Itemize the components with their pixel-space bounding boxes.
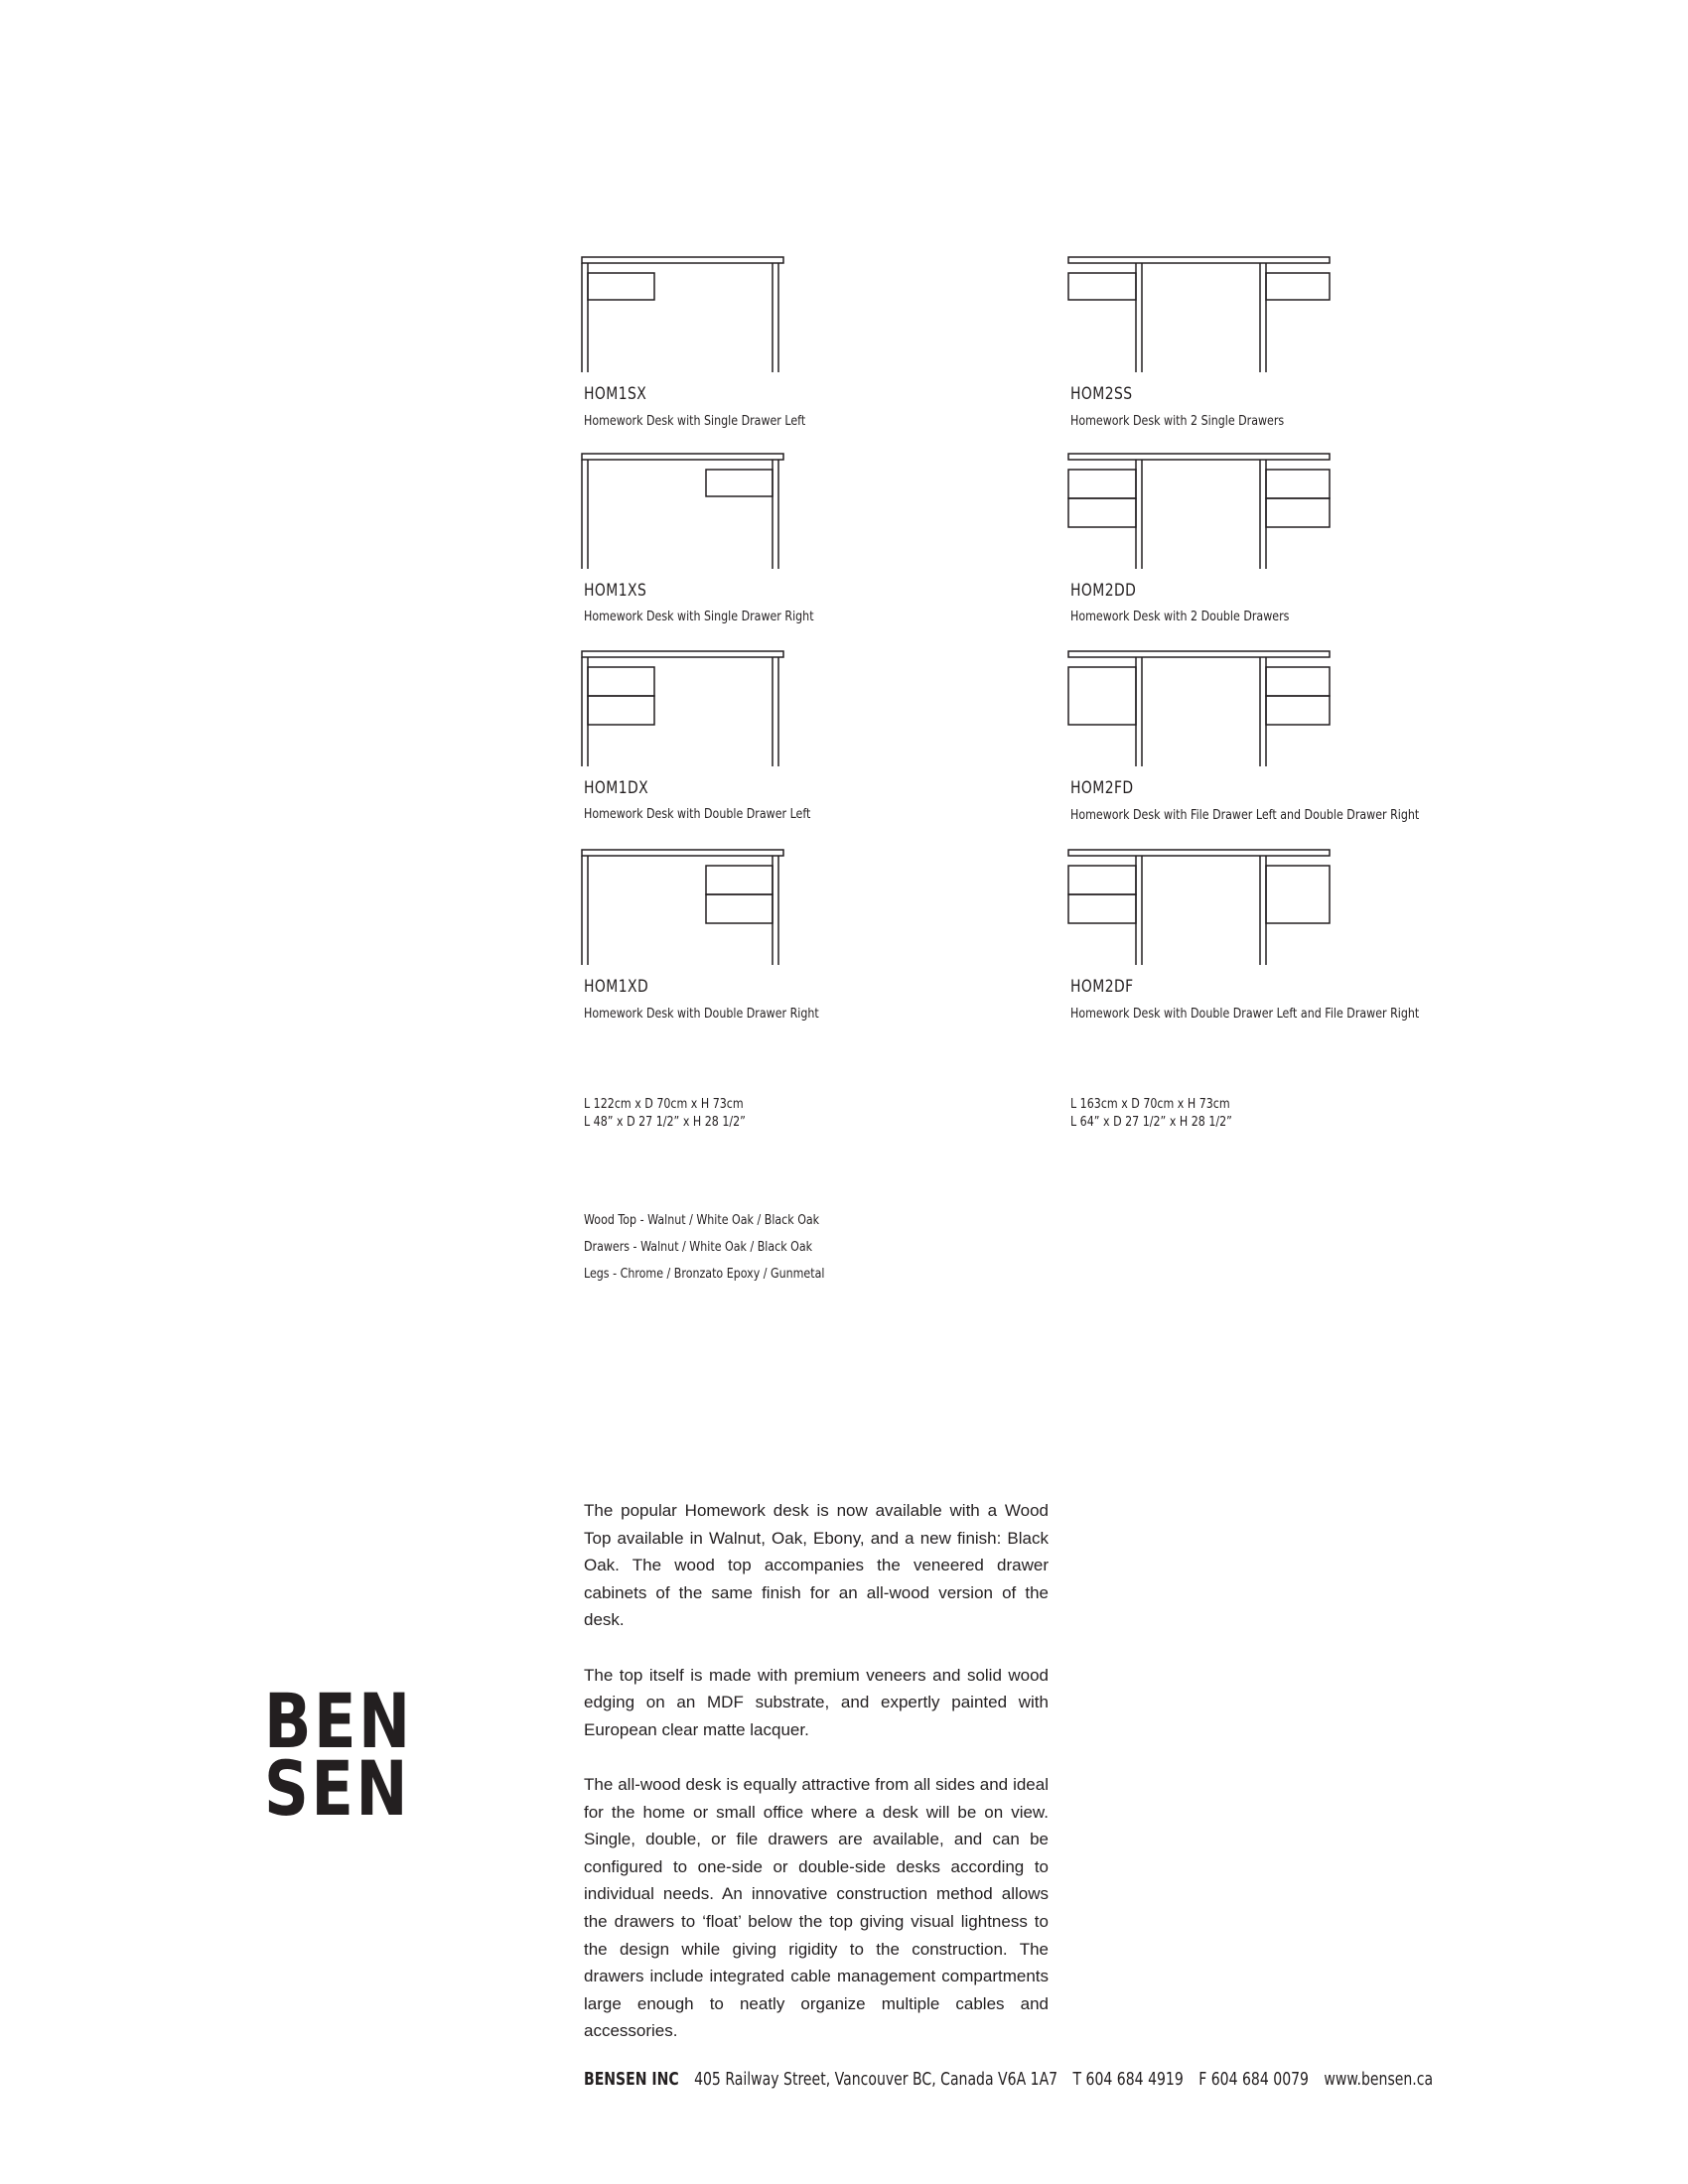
model-description: Homework Desk with 2 Double Drawers — [1070, 609, 1290, 624]
footer-company: BENSEN INC — [584, 2069, 679, 2090]
drawing-hom1xd — [581, 849, 789, 968]
dimensions-double — [1070, 1095, 1232, 1131]
drawing-hom1dx — [581, 650, 789, 769]
model-description: Homework Desk with Double Drawer Left and File Drawer Right — [1070, 1006, 1420, 1022]
product-description — [584, 1497, 1049, 2072]
dimensions-imperial: L 64” x D 27 1/2” x H 28 1/2” — [1070, 1114, 1232, 1130]
model-code: HOM1SX — [584, 384, 647, 404]
model-code: HOM1DX — [584, 778, 649, 798]
model-description: Homework Desk with Single Drawer Left — [584, 413, 806, 429]
finish-wood-top: Wood Top - Walnut / White Oak / Black Oak — [584, 1212, 820, 1228]
model-code: HOM2DF — [1070, 977, 1134, 997]
drawing-hom2fd — [1067, 650, 1336, 769]
drawing-hom2dd — [1067, 453, 1336, 572]
bensen-logo — [264, 1677, 413, 1833]
finish-legs: Legs - Chrome / Bronzato Epoxy / Gunmetal — [584, 1266, 825, 1282]
model-code: HOM2SS — [1070, 384, 1133, 404]
drawing-hom1xs — [581, 453, 789, 572]
finishes-list — [584, 1207, 824, 1288]
footer-fax: F 604 684 0079 — [1198, 2069, 1309, 2090]
model-code: HOM2DD — [1070, 581, 1137, 601]
footer — [584, 2069, 1433, 2090]
drawing-hom1sx — [581, 256, 789, 375]
paragraph: The all-wood desk is equally attractive from all sides and ideal for the home or small office where a desk will be on view. Single, double, or file drawers are available, and can be configured to one-side or double-side desks according to individual needs. An innovative construction method allows the drawers to ‘float’ below the top giving visual lightness to the design while giving rigidity to the construction. The drawers include integrated cable management compartments large enough to neatly organize multiple cables and accessories. — [584, 1774, 1049, 2041]
drawing-hom2df — [1067, 849, 1336, 968]
model-code: HOM2FD — [1070, 778, 1134, 798]
model-code: HOM1XD — [584, 977, 649, 997]
model-code: HOM1XS — [584, 581, 647, 601]
dimensions-imperial: L 48” x D 27 1/2” x H 28 1/2” — [584, 1114, 746, 1130]
logo-line-2: SEN — [264, 1744, 410, 1833]
paragraph: The popular Homework desk is now available with a Wood Top available in Walnut, Oak, Ebony, and a new finish: Black Oak. The wood top accompanies the veneered drawer cabinets of the same finish for an all-wood version of the desk. — [584, 1501, 1049, 1630]
footer-website-link[interactable]: www.bensen.ca — [1324, 2069, 1434, 2090]
model-description: Homework Desk with Double Drawer Left — [584, 806, 811, 822]
drawing-hom2ss — [1067, 256, 1336, 375]
logo-line-1: BEN — [264, 1677, 413, 1765]
model-description: Homework Desk with Double Drawer Right — [584, 1006, 819, 1022]
model-description: Homework Desk with 2 Single Drawers — [1070, 413, 1285, 429]
dimensions-metric: L 122cm x D 70cm x H 73cm — [584, 1096, 744, 1112]
model-description: Homework Desk with File Drawer Left and Double Drawer Right — [1070, 807, 1420, 823]
paragraph: The top itself is made with premium veneers and solid wood edging on an MDF substrate, and expertly painted with European clear matte lacquer. — [584, 1665, 1049, 1739]
model-description: Homework Desk with Single Drawer Right — [584, 609, 814, 624]
footer-phone: T 604 684 4919 — [1072, 2069, 1184, 2090]
footer-address: 405 Railway Street, Vancouver BC, Canada V6A 1A7 — [694, 2069, 1058, 2090]
dimensions-metric: L 163cm x D 70cm x H 73cm — [1070, 1096, 1230, 1112]
dimensions-single — [584, 1095, 746, 1131]
finish-drawers: Drawers - Walnut / White Oak / Black Oak — [584, 1239, 813, 1255]
